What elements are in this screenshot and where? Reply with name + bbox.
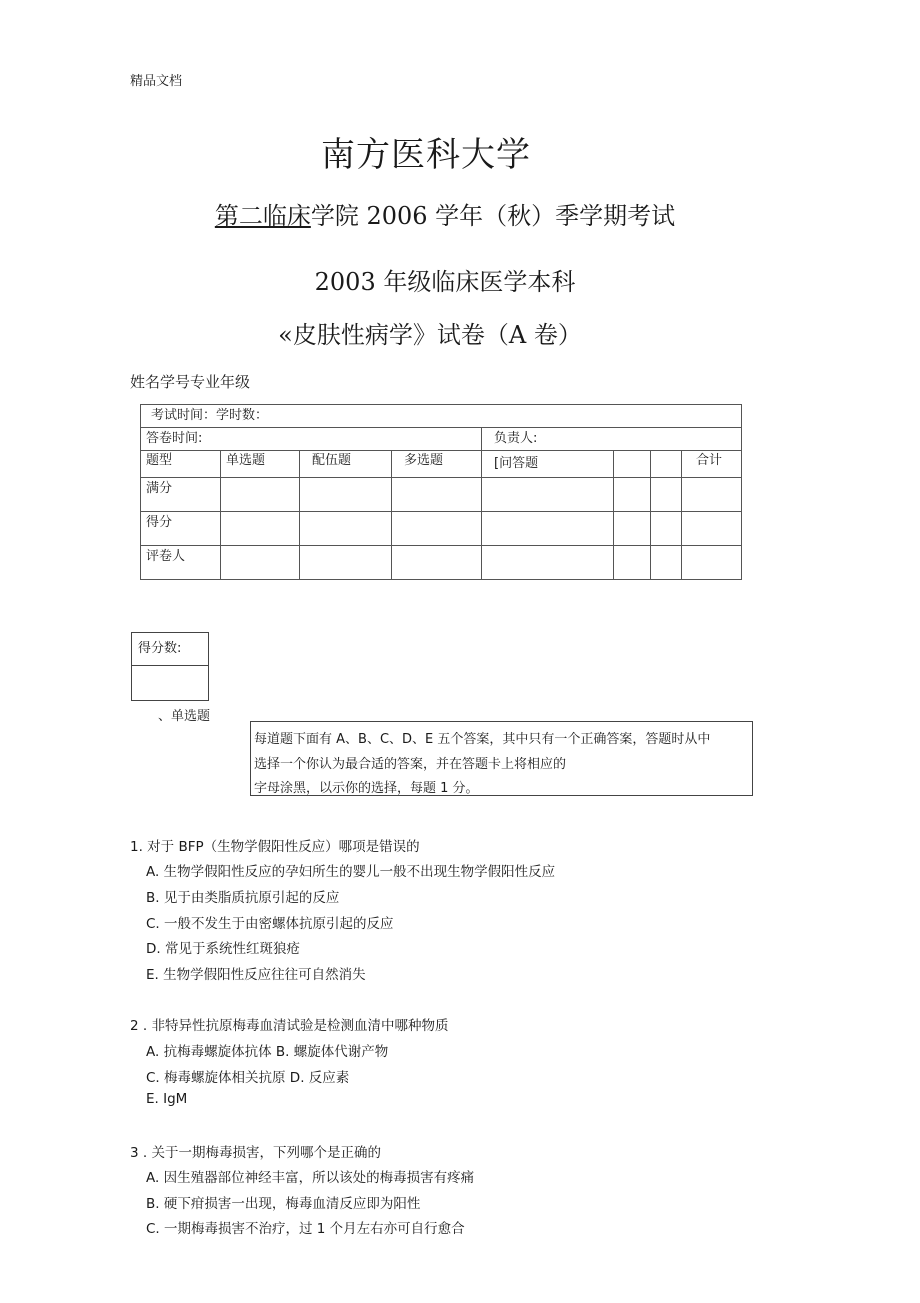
question-option: B. 硬下疳损害一出现，梅毒血清反应即为阳性	[146, 1196, 421, 1212]
instruction-line: 每道题下面有 A、B、C、D、E 五个答案，其中只有一个正确答案，答题时从中	[254, 732, 711, 747]
score-cell	[221, 512, 300, 546]
page-title: 南方医科大学	[321, 135, 531, 175]
instructions-box	[250, 721, 753, 796]
score-cell	[482, 478, 614, 512]
paper-name: «皮肤性病学》试卷（A 卷）	[278, 321, 582, 349]
exam-term: 学院 2006 学年（秋）季学期考试	[310, 202, 676, 230]
question-stem: 1. 对于 BFP（生物学假阳性反应）哪项是错误的	[130, 839, 420, 855]
question-option: E. IgM	[146, 1091, 188, 1107]
header-cell: 多选题	[392, 451, 482, 478]
header-cell: 配伍题	[300, 451, 392, 478]
header-cell: 单选题	[221, 451, 300, 478]
score-box-label: 得分数:	[138, 641, 182, 656]
score-cell	[392, 478, 482, 512]
question-option: C. 一般不发生于由密螺体抗原引起的反应	[146, 916, 394, 932]
college-name: 第二临床	[214, 202, 311, 230]
score-cell	[682, 478, 742, 512]
student-info-line: 姓名学号专业年级	[130, 373, 251, 391]
exam-subtitle	[0, 196, 890, 231]
answer-time-cell: 答卷时间:	[141, 428, 482, 451]
question-option: A. 因生殖器部位神经丰富，所以该处的梅毒损害有疼痛	[146, 1170, 475, 1186]
score-table	[140, 404, 742, 580]
header-cell: 合计	[682, 451, 742, 478]
score-cell	[300, 546, 392, 580]
instruction-line: 字母涂黑，以示你的选择，每题 1 分。	[254, 781, 479, 796]
score-cell	[221, 546, 300, 580]
question-option: D. 常见于系统性红斑狼疮	[146, 941, 300, 957]
score-cell	[221, 478, 300, 512]
question-option: C. 梅毒螺旋体相关抗原 D. 反应素	[146, 1070, 350, 1086]
section-title: 、单选题	[158, 709, 211, 724]
responsible-person-cell: 负责人:	[482, 428, 742, 451]
instruction-line: 选择一个你认为最合适的答案，并在答题卡上将相应的	[254, 757, 567, 772]
question-stem: 3 . 关于一期梅毒损害，下列哪个是正确的	[130, 1145, 381, 1161]
score-cell	[392, 512, 482, 546]
score-cell	[300, 512, 392, 546]
score-cell	[482, 512, 614, 546]
question-stem: 2 . 非特异性抗原梅毒血清试验是检测血清中哪种物质	[130, 1018, 449, 1034]
header-cell	[614, 451, 651, 478]
score-cell	[614, 512, 651, 546]
header-cell	[651, 451, 682, 478]
score-cell	[482, 546, 614, 580]
row-label: 得分	[141, 512, 221, 546]
header-mark: 精品文档	[130, 74, 183, 89]
row-label: 评卷人	[141, 546, 221, 580]
score-cell	[682, 512, 742, 546]
score-cell	[614, 546, 651, 580]
score-cell	[651, 512, 682, 546]
section-score-box	[131, 632, 209, 701]
question-option: A. 生物学假阳性反应的孕妇所生的婴儿一般不出现生物学假阳性反应	[146, 864, 556, 880]
score-cell	[614, 478, 651, 512]
score-cell	[682, 546, 742, 580]
question-option: B. 见于由类脂质抗原引起的反应	[146, 890, 340, 906]
question-option: C. 一期梅毒损害不治疗，过 1 个月左右亦可自行愈合	[146, 1221, 465, 1237]
row-label: 满分	[141, 478, 221, 512]
question-option: A. 抗梅毒螺旋体抗体 B. 螺旋体代谢产物	[146, 1044, 389, 1060]
score-cell	[651, 546, 682, 580]
question-option: E. 生物学假阳性反应往往可自然消失	[146, 967, 366, 983]
score-box-divider	[132, 665, 208, 666]
header-cell: [问答题	[482, 451, 614, 478]
exam-time-cell: 考试时间：学时数：	[141, 405, 742, 428]
score-cell	[392, 546, 482, 580]
grade-line: 2003 年级临床医学本科	[314, 268, 576, 296]
score-cell	[300, 478, 392, 512]
score-cell	[651, 478, 682, 512]
header-cell: 题型	[141, 451, 221, 478]
